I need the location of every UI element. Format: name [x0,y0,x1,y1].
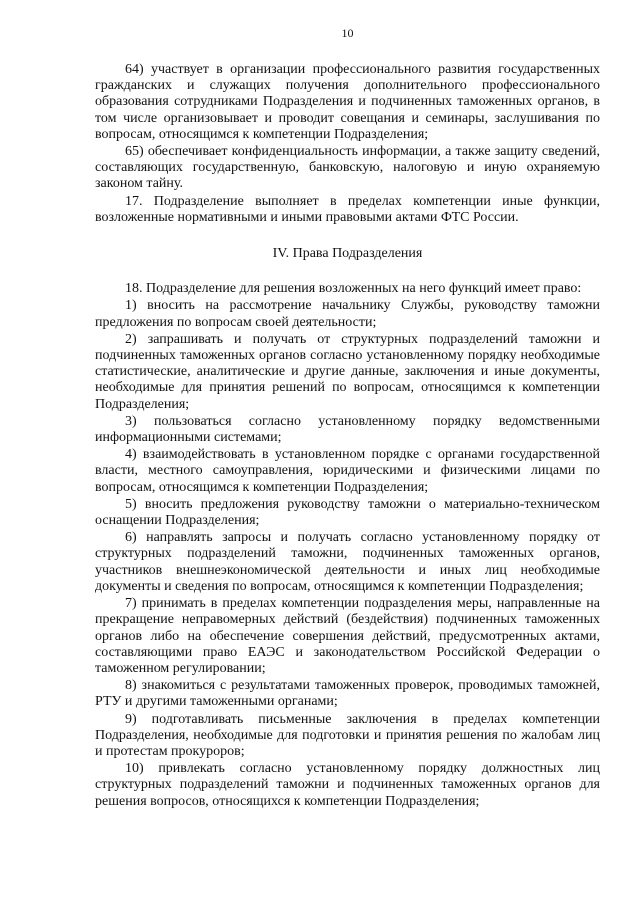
section-title: IV. Права Подразделения [272,246,423,262]
paragraph-item-64: 64) участвует в организации профессионального развития государственных гражданских и служащих получения дополнительного профессионального образования сотрудниками Подразделения и подчиненных таможенных органов, в том числе организовывает и проводит совещания и семинары, заслушивания по вопросам, относящимся к компетенции Подразделения; [95,62,600,142]
page-number: 10 [341,26,354,40]
paragraph-right-9: 9) подготавливать письменные заключения в пределах компетенции Подразделения, необходимые для подготовки и принятия решения по жалобам лиц и протестам прокуроров; [95,711,600,759]
paragraph-clause-18: 18. Подразделение для решения возложенных на него функций имеет право: [125,281,582,297]
paragraph-right-4: 4) взаимодействовать в установленном порядке с органами государственной власти, местного самоуправления, юридическими и физическими лицами по вопросам, относящимся к компетенции Подразделения; [95,447,600,495]
paragraph-item-65: 65) обеспечивает конфиденциальность информации, а также защиту сведений, составляющих государственную, банковскую, налоговую и иную охраняемую законом тайну. [95,144,600,192]
paragraph-right-5: 5) вносить предложения руководству таможни о материально-техническом оснащении Подразделения; [95,496,600,529]
paragraph-right-8: 8) знакомиться с результатами таможенных проверок, проводимых таможней, РТУ и другими таможенными органами; [95,678,600,710]
paragraph-right-7: 7) принимать в пределах компетенции подразделения меры, направленные на прекращение неправомерных действий (бездействия) подчиненных таможенных органов либо на обеспечение совершения действий, предусмотренных актами, составляющими право ЕАЭС и законодательством Российской Федерации о таможенном регулировании; [95,596,600,676]
paragraph-right-10: 10) привлекать согласно установленному порядку должностных лиц структурных подразделений таможни и подчиненных таможенных органов для решения вопросов, относящихся к компетенции Подразделения; [95,761,600,809]
paragraph-right-3: 3) пользоваться согласно установленному порядку ведомственными информационными системами; [95,413,600,446]
paragraph-clause-17: 17. Подразделение выполняет в пределах компетенции иные функции, возложенные нормативными и иными правовыми актами ФТС России. [95,193,600,225]
paragraph-right-1: 1) вносить на рассмотрение начальнику Службы, руководству таможни предложения по вопросам своей деятельности; [95,298,600,330]
paragraph-right-6: 6) направлять запросы и получать согласно установленному порядку от структурных подразделений таможни, подчиненных таможенных органов, участников внешнеэкономической деятельности и иных лиц необходимые документы и сведения по вопросам, относящимся к компетенции Подразделения; [95,530,600,594]
paragraph-right-2: 2) запрашивать и получать от структурных подразделений таможни и подчиненных таможенных органов согласно установленному порядку необходимые статистические, аналитические и другие данные, заключения и иные документы, необходимые для принятия решений по вопросам, относящимся к компетенции Подразделения; [95,331,600,412]
